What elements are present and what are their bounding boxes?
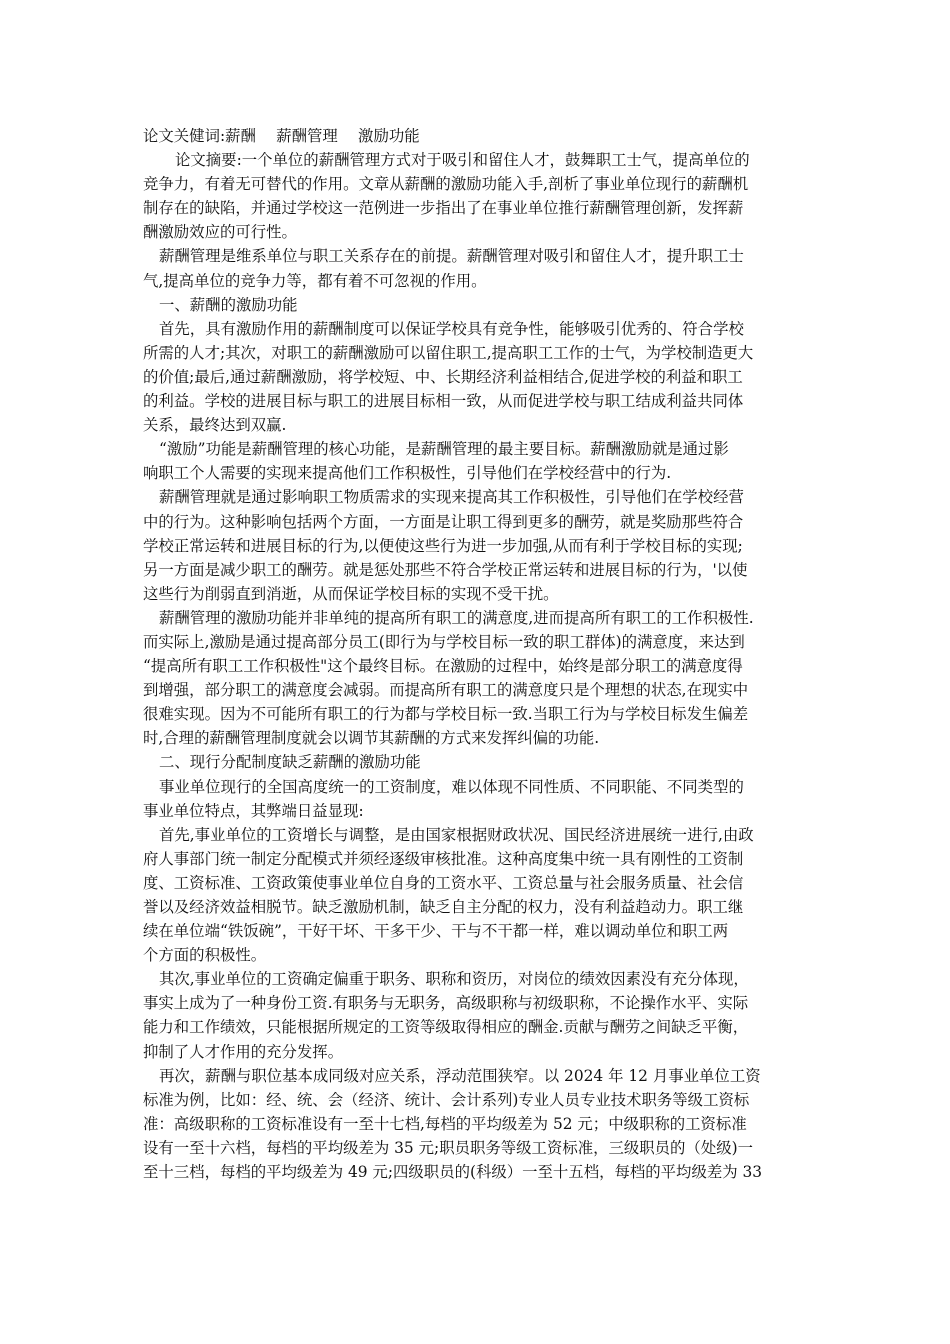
text-line: 首先，具有激励作用的薪酬制度可以保证学校具有竞争性，能够吸引优秀的、符合学校 [159, 319, 744, 338]
text-line: 个方面的积极性。 [143, 946, 267, 965]
text-line: 所需的人才;其次，对职工的薪酬激励可以留住职工,提高职工工作的士气，为学校制造更大 [143, 343, 754, 362]
text-line: 标准为例，比如：经、统、会（经济、统计、会计系列)专业人员专业技术职务等级工资标 [143, 1090, 750, 1109]
text-line: 另一方面是减少职工的酬劳。就是惩处那些不符合学校正常运转和进展目标的行为，'以使 [143, 560, 748, 579]
text-line: 二、现行分配制度缺乏薪酬的激励功能 [159, 753, 421, 772]
text-line: 很难实现。因为不可能所有职工的行为都与学校目标一致.当职工行为与学校目标发生偏差 [143, 705, 749, 724]
text-line: 续在单位端“铁饭碗”，干好干坏、干多干少、干与不干都一样，难以调动单位和职工两 [143, 922, 729, 941]
text-line: 酬激励效应的可行性。 [143, 223, 297, 242]
text-line: 府人事部门统一制定分配模式并须经逐级审核批准。这种高度集中统一具有刚性的工资制 [143, 849, 744, 868]
text-line: 其次,事业单位的工资确定偏重于职务、职称和资历，对岗位的绩效因素没有充分体现， [159, 970, 749, 989]
text-line: 响职工个人需要的实现来提高他们工作积极性，引导他们在学校经营中的行为. [143, 464, 672, 483]
text-line: 学校正常运转和进展目标的行为,以便使这些行为进一步加强,从而有利于学校目标的实现; [143, 536, 743, 555]
text-line: 誉以及经济效益相脱节。缺乏激励机制，缺乏自主分配的权力，没有利益趋动力。职工继 [143, 898, 744, 916]
text-line: 再次，薪酬与职位基本成同级对应关系，浮动范围狭窄。以 2024 年 12 月事业单位工资 [159, 1066, 761, 1085]
text-line: 设有一至十六档，每档的平均级差为 35 元;职员职务等级工资标准，三级职员的（处级)一 [143, 1138, 754, 1157]
text-line: 事实上成为了一种身份工资.有职务与无职务，高级职称与初级职称，不论操作水平、实际 [143, 994, 749, 1013]
text-line: 的价值;最后,通过薪酬激励，将学校短、中、长期经济利益相结合,促进学校的利益和职工 [143, 367, 743, 386]
text-line: 气,提高单位的竞争力等，都有着不可忽视的作用。 [143, 271, 487, 290]
text-line: 竞争力，有着无可替代的作用。文章从薪酬的激励功能入手,剖析了事业单位现行的薪酬机 [143, 175, 749, 194]
text-line: 一、薪酬的激励功能 [159, 295, 298, 314]
text-line: 薪酬管理是维系单位与职工关系存在的前提。薪酬管理对吸引和留住人才，提升职工士 [159, 247, 744, 266]
text-line: 度、工资标准、工资政策使事业单位自身的工资水平、工资总量与社会服务质量、社会信 [143, 873, 744, 892]
text-line: 到增强，部分职工的满意度会减弱。而提高所有职工的满意度只是个理想的状态,在现实中 [143, 681, 749, 700]
text-line: 准：高级职称的工资标准设有一至十七档,每档的平均级差为 52 元；中级职称的工资标准 [143, 1114, 747, 1133]
text-line: 制存在的缺陷，并通过学校这一范例进一步指出了在事业单位推行薪酬管理创新，发挥薪 [143, 199, 744, 218]
text-line: 事业单位特点，其弊端日益显现: [143, 801, 364, 820]
text-line: 薪酬管理就是通过影响职工物质需求的实现来提高其工作积极性，引导他们在学校经营 [159, 488, 744, 507]
keywords-line: 论文关健词:薪酬 薪酬管理 激励功能 [143, 127, 420, 145]
text-line: 这些行为削弱直到消逝，从而保证学校目标的实现不受干扰。 [143, 584, 559, 603]
text-line: “提高所有职工工作积极性"这个最终目标。在激励的过程中，始终是部分职工的满意度得 [143, 657, 743, 676]
text-line: 薪酬管理的激励功能并非单纯的提高所有职工的满意度,进而提高所有职工的工作积极性. [159, 608, 754, 627]
text-line: 论文摘要:一个单位的薪酬管理方式对于吸引和留住人才，鼓舞职工士气，提高单位的 [175, 151, 750, 170]
text-line: 关系，最终达到双赢. [143, 416, 287, 435]
text-line: 至十三档，每档的平均级差为 49 元;四级职员的(科级）一至十五档，每档的平均级差为 33 [143, 1163, 763, 1182]
text-line: 时,合理的薪酬管理制度就会以调节其薪酬的方式来发挥纠偏的功能. [143, 729, 600, 748]
text-line: 事业单位现行的全国高度统一的工资制度，难以体现不同性质、不同职能、不同类型的 [159, 777, 744, 796]
text-line: 抑制了人才作用的充分发挥。 [143, 1042, 344, 1061]
text-line: 首先,事业单位的工资增长与调整，是由国家根据财政状况、国民经济进展统一进行,由政 [159, 825, 754, 844]
text-line: 而实际上,激励是通过提高部分员工(即行为与学校目标一致的职工群体)的满意度，来达到 [143, 632, 745, 651]
text-line: “激励”功能是薪酬管理的核心功能，是薪酬管理的最主要目标。薪酬激励就是通过影 [159, 440, 729, 459]
text-line: 的利益。学校的进展目标与职工的进展目标相一致，从而促进学校与职工结成利益共同体 [143, 392, 744, 411]
text-line: 能力和工作绩效，只能根据所规定的工资等级取得相应的酬金.贡献与酬劳之间缺乏平衡， [143, 1018, 749, 1037]
document-body [143, 124, 809, 1184]
text-line: 中的行为。这种影响包括两个方面，一方面是让职工得到更多的酬劳，就是奖励那些符合 [143, 512, 744, 531]
